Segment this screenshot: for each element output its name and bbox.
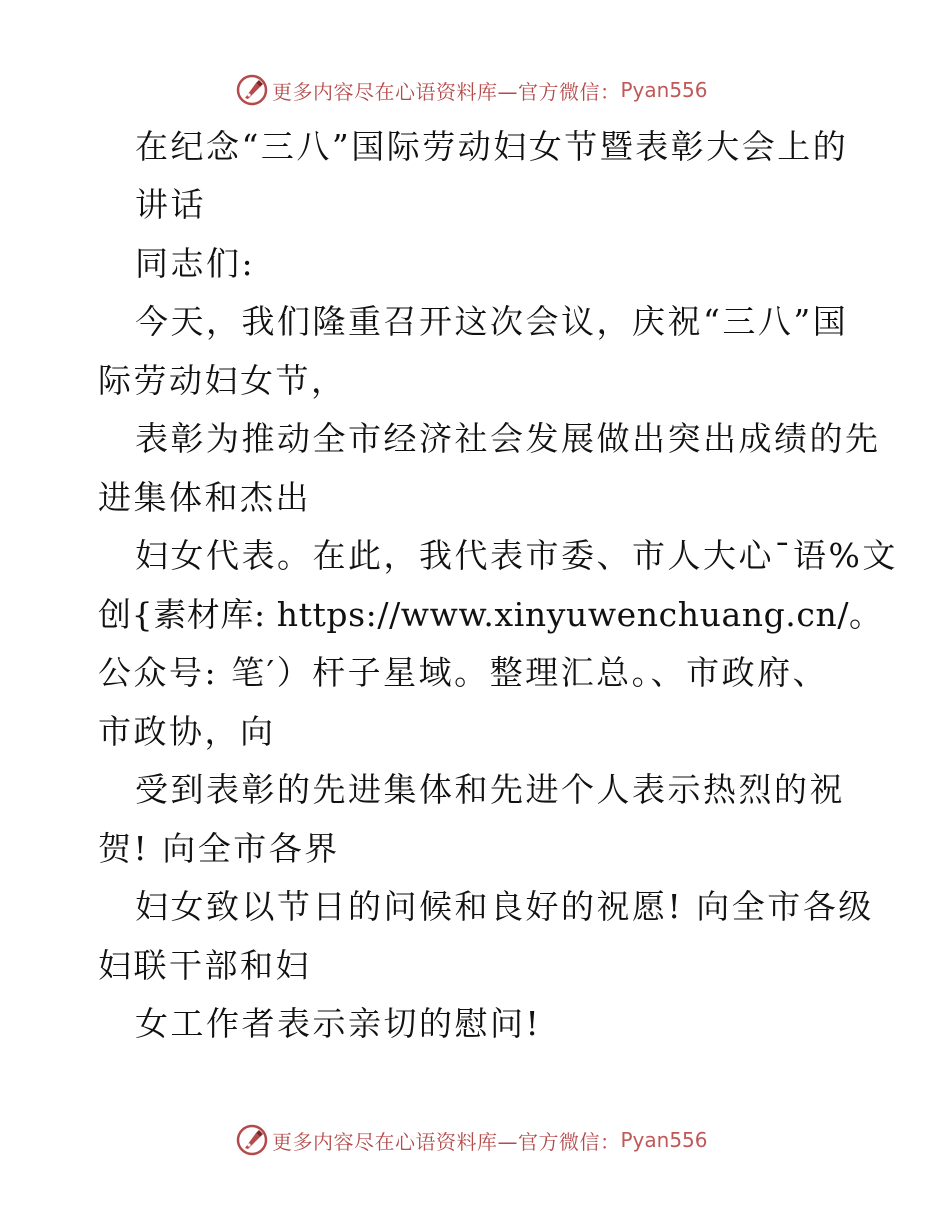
watermark-wechat-id: Pyan556 bbox=[620, 1128, 708, 1152]
pen-nib-logo-icon bbox=[236, 1124, 268, 1156]
text-line: 际劳动妇女节， bbox=[98, 361, 347, 400]
text-line: 公众号: 笔′）杆子星域。整理汇总。、市政府、 bbox=[98, 653, 829, 692]
text-line: 贺! 向全市各界 bbox=[98, 829, 340, 868]
text-line: 妇女代表。在此，我代表市委、市人大心¯语%文 bbox=[135, 536, 898, 575]
text-line: 在纪念“三八”国际劳动妇女节暨表彰大会上的 bbox=[135, 127, 849, 166]
text-line: 受到表彰的先进集体和先进个人表示热烈的祝 bbox=[135, 770, 845, 809]
text-line: 今天，我们隆重召开这次会议，庆祝“三八”国 bbox=[135, 302, 849, 341]
text-line: 女工作者表示亲切的慰问! bbox=[135, 1004, 542, 1043]
watermark-text: 更多内容尽在心语资料库—官方微信： bbox=[272, 79, 621, 104]
text-line: 讲话 bbox=[135, 185, 206, 224]
text-line: 妇女致以节日的问候和良好的祝愿! 向全市各级 bbox=[135, 887, 874, 926]
pen-nib-logo-icon bbox=[236, 74, 268, 106]
text-line: 进集体和杰出 bbox=[98, 478, 311, 517]
text-line: 同志们: bbox=[135, 244, 256, 283]
text-line: 表彰为推动全市经济社会发展做出突出成绩的先 bbox=[135, 419, 881, 458]
header-watermark bbox=[236, 72, 708, 108]
text-line: 创{素材库: https://www.xinyuwenchuang.cn/。 bbox=[98, 595, 883, 634]
watermark-text: 更多内容尽在心语资料库—官方微信： bbox=[272, 1129, 621, 1154]
text-line: 妇联干部和妇 bbox=[98, 946, 311, 985]
watermark-wechat-id: Pyan556 bbox=[620, 78, 708, 102]
text-line: 市政协，向 bbox=[98, 712, 276, 751]
footer-watermark bbox=[236, 1122, 708, 1158]
